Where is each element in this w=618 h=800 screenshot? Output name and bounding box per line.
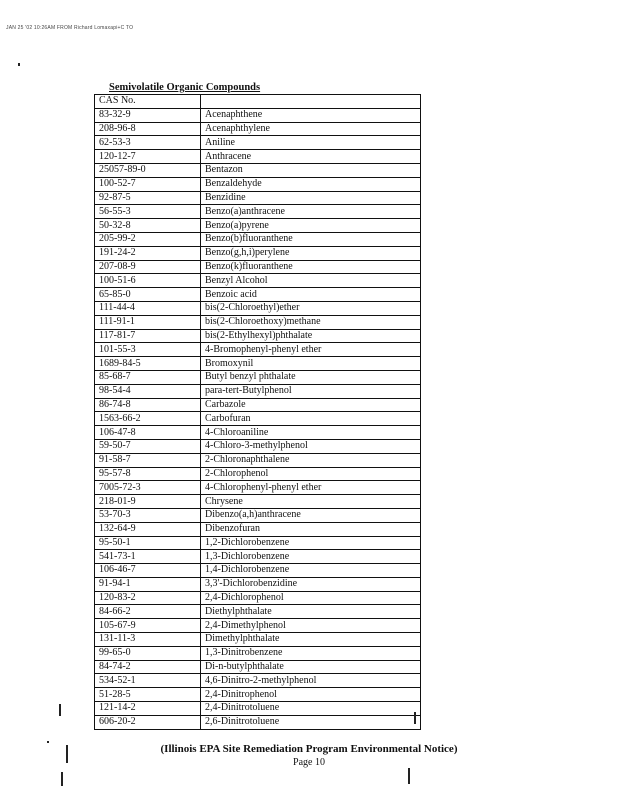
- cas-number-cell: 208-96-8: [95, 122, 201, 136]
- table-row: [95, 591, 421, 605]
- cas-number-cell: 84-66-2: [95, 605, 201, 619]
- section-title: Semivolatile Organic Compounds: [109, 82, 261, 93]
- cas-number-cell: 56-55-3: [95, 205, 201, 219]
- cas-number-cell: 100-52-7: [95, 177, 201, 191]
- table-row: [95, 674, 421, 688]
- compound-name-cell: 4-Chlorophenyl-phenyl ether: [201, 481, 421, 495]
- table-header-row: [95, 95, 421, 109]
- header-compound: [201, 95, 421, 109]
- compound-name-cell: Dibenzo(a,h)anthracene: [201, 508, 421, 522]
- cas-number-cell: 98-54-4: [95, 384, 201, 398]
- table-row: [95, 550, 421, 564]
- table-row: [95, 619, 421, 633]
- table-row: [95, 412, 421, 426]
- compound-name-cell: 2,4-Dimethylphenol: [201, 619, 421, 633]
- cas-number-cell: 205-99-2: [95, 232, 201, 246]
- table-row: [95, 108, 421, 122]
- compound-name-cell: 2,4-Dinitrotoluene: [201, 702, 421, 716]
- table-row: [95, 715, 421, 729]
- compound-name-cell: 2-Chlorophenol: [201, 467, 421, 481]
- cas-number-cell: 50-32-8: [95, 219, 201, 233]
- compound-name-cell: para-tert-Butylphenol: [201, 384, 421, 398]
- cas-number-cell: 62-53-3: [95, 136, 201, 150]
- cas-number-cell: 91-58-7: [95, 453, 201, 467]
- compound-name-cell: 1,3-Dichlorobenzene: [201, 550, 421, 564]
- footer-notice: (Illinois EPA Site Remediation Program Environmental Notice): [160, 743, 458, 755]
- compound-name-cell: Benzo(a)pyrene: [201, 219, 421, 233]
- table-row: [95, 301, 421, 315]
- compound-name-cell: Butyl benzyl phthalate: [201, 370, 421, 384]
- table-row: [95, 246, 421, 260]
- cas-table: [94, 94, 421, 730]
- table-row: [95, 702, 421, 716]
- table-row: [95, 370, 421, 384]
- cas-number-cell: 51-28-5: [95, 688, 201, 702]
- cas-number-cell: 534-52-1: [95, 674, 201, 688]
- table-row: [95, 522, 421, 536]
- compound-name-cell: 4-Chloro-3-methylphenol: [201, 439, 421, 453]
- table-row: [95, 357, 421, 371]
- cas-number-cell: 120-12-7: [95, 150, 201, 164]
- compound-name-cell: Dibenzofuran: [201, 522, 421, 536]
- scan-mark: [59, 704, 61, 716]
- compound-name-cell: Acenaphthylene: [201, 122, 421, 136]
- compound-name-cell: Dimethylphthalate: [201, 633, 421, 647]
- cas-number-cell: 99-65-0: [95, 646, 201, 660]
- table-row: [95, 260, 421, 274]
- cas-number-cell: 606-20-2: [95, 715, 201, 729]
- table-row: [95, 508, 421, 522]
- cas-number-cell: 218-01-9: [95, 495, 201, 509]
- cas-number-cell: 117-81-7: [95, 329, 201, 343]
- cas-number-cell: 207-08-9: [95, 260, 201, 274]
- table-row: [95, 398, 421, 412]
- table-row: [95, 343, 421, 357]
- table-row: [95, 288, 421, 302]
- scan-mark: [61, 772, 63, 786]
- compound-name-cell: bis(2-Chloroethoxy)methane: [201, 315, 421, 329]
- cas-number-cell: 95-57-8: [95, 467, 201, 481]
- cas-number-cell: 120-83-2: [95, 591, 201, 605]
- cas-number-cell: 111-91-1: [95, 315, 201, 329]
- cas-number-cell: 106-47-8: [95, 426, 201, 440]
- cas-number-cell: 101-55-3: [95, 343, 201, 357]
- cas-number-cell: 191-24-2: [95, 246, 201, 260]
- table-row: [95, 495, 421, 509]
- scan-mark: [408, 768, 410, 784]
- cas-number-cell: 105-67-9: [95, 619, 201, 633]
- cas-number-cell: 132-64-9: [95, 522, 201, 536]
- compound-name-cell: Bentazon: [201, 163, 421, 177]
- table-row: [95, 150, 421, 164]
- cas-number-cell: 59-50-7: [95, 439, 201, 453]
- compound-name-cell: 3,3'-Dichlorobenzidine: [201, 577, 421, 591]
- table-row: [95, 481, 421, 495]
- compound-name-cell: Benzo(g,h,i)perylene: [201, 246, 421, 260]
- table-row: [95, 122, 421, 136]
- table-row: [95, 384, 421, 398]
- compound-name-cell: Benzidine: [201, 191, 421, 205]
- scan-speck: [18, 63, 20, 66]
- cas-number-cell: 121-14-2: [95, 702, 201, 716]
- compound-name-cell: 4,6-Dinitro-2-methylphenol: [201, 674, 421, 688]
- fax-header-line: JAN 25 '02 10:26AM FROM Richard Lomaxapi+C TO: [6, 25, 134, 31]
- compound-name-cell: Benzyl Alcohol: [201, 274, 421, 288]
- table-row: [95, 646, 421, 660]
- table-row: [95, 191, 421, 205]
- table-row: [95, 467, 421, 481]
- compound-name-cell: Aniline: [201, 136, 421, 150]
- compound-name-cell: 1,4-Dichlorobenzene: [201, 564, 421, 578]
- table-row: [95, 660, 421, 674]
- compound-name-cell: Benzo(a)anthracene: [201, 205, 421, 219]
- table-row: [95, 564, 421, 578]
- table-row: [95, 205, 421, 219]
- cas-number-cell: 7005-72-3: [95, 481, 201, 495]
- cas-number-cell: 25057-89-0: [95, 163, 201, 177]
- cas-number-cell: 84-74-2: [95, 660, 201, 674]
- cas-number-cell: 83-32-9: [95, 108, 201, 122]
- compound-name-cell: bis(2-Chloroethyl)ether: [201, 301, 421, 315]
- cas-number-cell: 86-74-8: [95, 398, 201, 412]
- table-row: [95, 274, 421, 288]
- table-row: [95, 577, 421, 591]
- table-row: [95, 163, 421, 177]
- table-row: [95, 426, 421, 440]
- cas-number-cell: 106-46-7: [95, 564, 201, 578]
- table-row: [95, 232, 421, 246]
- compound-name-cell: Benzo(k)fluoranthene: [201, 260, 421, 274]
- table-row: [95, 453, 421, 467]
- table-row: [95, 315, 421, 329]
- table-row: [95, 688, 421, 702]
- table-row: [95, 605, 421, 619]
- compound-name-cell: 2,4-Dinitrophenol: [201, 688, 421, 702]
- table-row: [95, 177, 421, 191]
- cas-number-cell: 541-73-1: [95, 550, 201, 564]
- compound-name-cell: Bromoxynil: [201, 357, 421, 371]
- compound-name-cell: 4-Chloroaniline: [201, 426, 421, 440]
- compound-name-cell: Acenaphthene: [201, 108, 421, 122]
- compound-name-cell: 2-Chloronaphthalene: [201, 453, 421, 467]
- table-row: [95, 536, 421, 550]
- table-row: [95, 329, 421, 343]
- cas-number-cell: 95-50-1: [95, 536, 201, 550]
- header-cas-no: CAS No.: [95, 95, 201, 109]
- compound-name-cell: Carbazole: [201, 398, 421, 412]
- cas-number-cell: 131-11-3: [95, 633, 201, 647]
- cas-number-cell: 85-68-7: [95, 370, 201, 384]
- compound-name-cell: Diethylphthalate: [201, 605, 421, 619]
- table-row: [95, 219, 421, 233]
- table-row: [95, 633, 421, 647]
- compound-name-cell: 4-Bromophenyl-phenyl ether: [201, 343, 421, 357]
- compound-name-cell: 2,6-Dinitrotoluene: [201, 715, 421, 729]
- compound-name-cell: bis(2-Ethylhexyl)phthalate: [201, 329, 421, 343]
- cas-table-body: [95, 95, 421, 730]
- cas-number-cell: 92-87-5: [95, 191, 201, 205]
- compound-name-cell: Anthracene: [201, 150, 421, 164]
- table-row: [95, 136, 421, 150]
- cas-number-cell: 100-51-6: [95, 274, 201, 288]
- compound-name-cell: 1,3-Dinitrobenzene: [201, 646, 421, 660]
- cas-number-cell: 111-44-4: [95, 301, 201, 315]
- table-row: [95, 439, 421, 453]
- compound-name-cell: Chrysene: [201, 495, 421, 509]
- page-number: Page 10: [293, 757, 325, 768]
- compound-name-cell: 2,4-Dichlorophenol: [201, 591, 421, 605]
- scan-mark: [414, 712, 416, 724]
- compound-name-cell: 1,2-Dichlorobenzene: [201, 536, 421, 550]
- cas-number-cell: 53-70-3: [95, 508, 201, 522]
- compound-name-cell: Carbofuran: [201, 412, 421, 426]
- cas-number-cell: 1689-84-5: [95, 357, 201, 371]
- cas-number-cell: 65-85-0: [95, 288, 201, 302]
- compound-name-cell: Benzaldehyde: [201, 177, 421, 191]
- cas-number-cell: 1563-66-2: [95, 412, 201, 426]
- cas-number-cell: 91-94-1: [95, 577, 201, 591]
- compound-name-cell: Di-n-butylphthalate: [201, 660, 421, 674]
- compound-name-cell: Benzoic acid: [201, 288, 421, 302]
- compound-name-cell: Benzo(b)fluoranthene: [201, 232, 421, 246]
